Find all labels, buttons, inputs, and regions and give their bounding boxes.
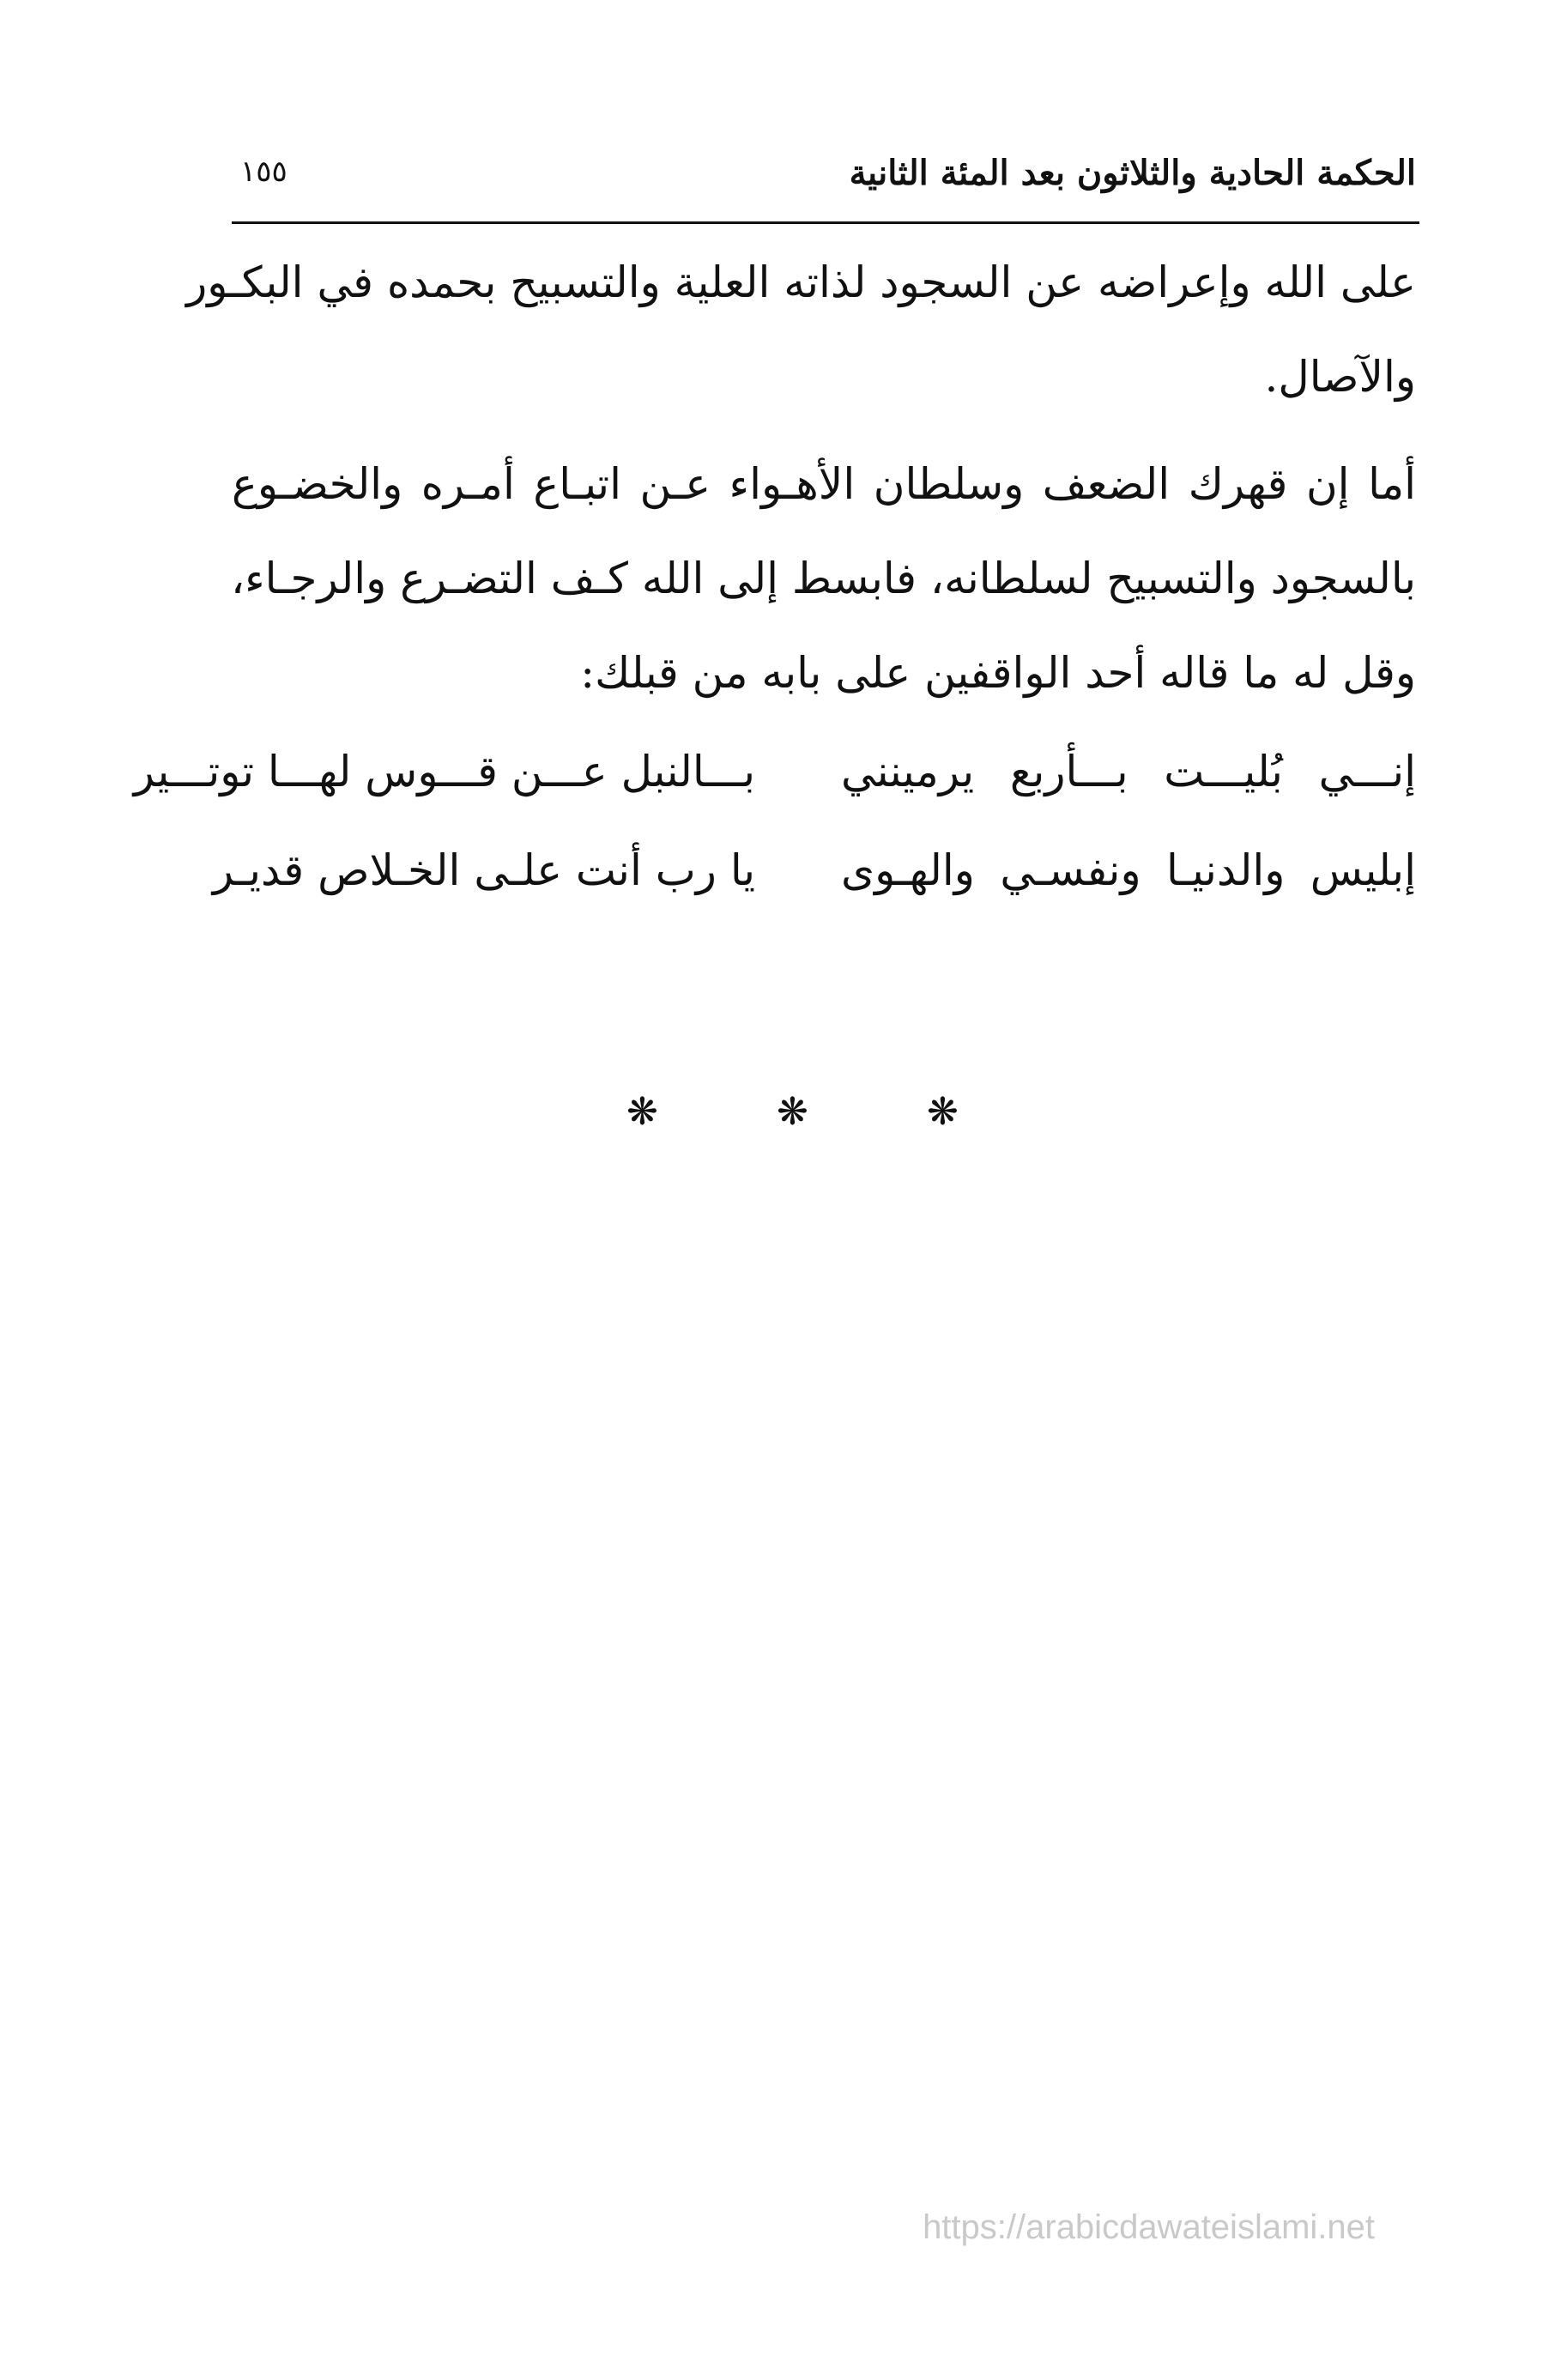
chapter-title: الحكمة الحادية والثلاثون بعد المئة الثانية xyxy=(849,153,1416,193)
paragraph-line-1: على الله وإعراضه عن السجود لذاته العلية والتسبيح بحمده في البكـور xyxy=(186,257,1416,307)
section-separator xyxy=(601,1090,995,1142)
paragraph-line-2: والآصال. xyxy=(1264,352,1416,402)
verse-1-second-hemistich: بـــالنبل عـــن قـــوس لهـــا توتـــير xyxy=(133,747,755,796)
paragraph-line-3: أما إن قهرك الضعف وسلطان الأهـواء عـن اتبـاع أمـره والخضـوع xyxy=(232,459,1416,509)
verse-2-second-hemistich: يا رب أنت علـى الخـلاص قديـر xyxy=(212,845,755,895)
verse-1 xyxy=(133,747,1416,815)
verse-2-first-hemistich: إبليس والدنيـا ونفسـي والهـوى xyxy=(841,845,1416,895)
header-divider xyxy=(232,221,1419,224)
verse-2 xyxy=(212,845,1416,914)
paragraph-line-5: وقل له ما قاله أحد الواقفين على بابه من قبلك: xyxy=(580,648,1416,698)
page-number: ١٥٥ xyxy=(240,154,287,189)
paragraph-line-4: بالسجود والتسبيح لسلطانه، فابسط إلى الله كـف التضـرع والرجـاء، xyxy=(231,554,1416,603)
verse-1-first-hemistich: إنـــي بُليـــت بـــأربع يرمينني xyxy=(841,747,1416,796)
running-header xyxy=(232,146,1416,199)
separator-star: ❋ xyxy=(777,1090,808,1134)
watermark-url: https://arabicdawateislami.net xyxy=(923,2208,1375,2246)
separator-star: ❋ xyxy=(626,1090,658,1134)
separator-star: ❋ xyxy=(927,1090,959,1134)
